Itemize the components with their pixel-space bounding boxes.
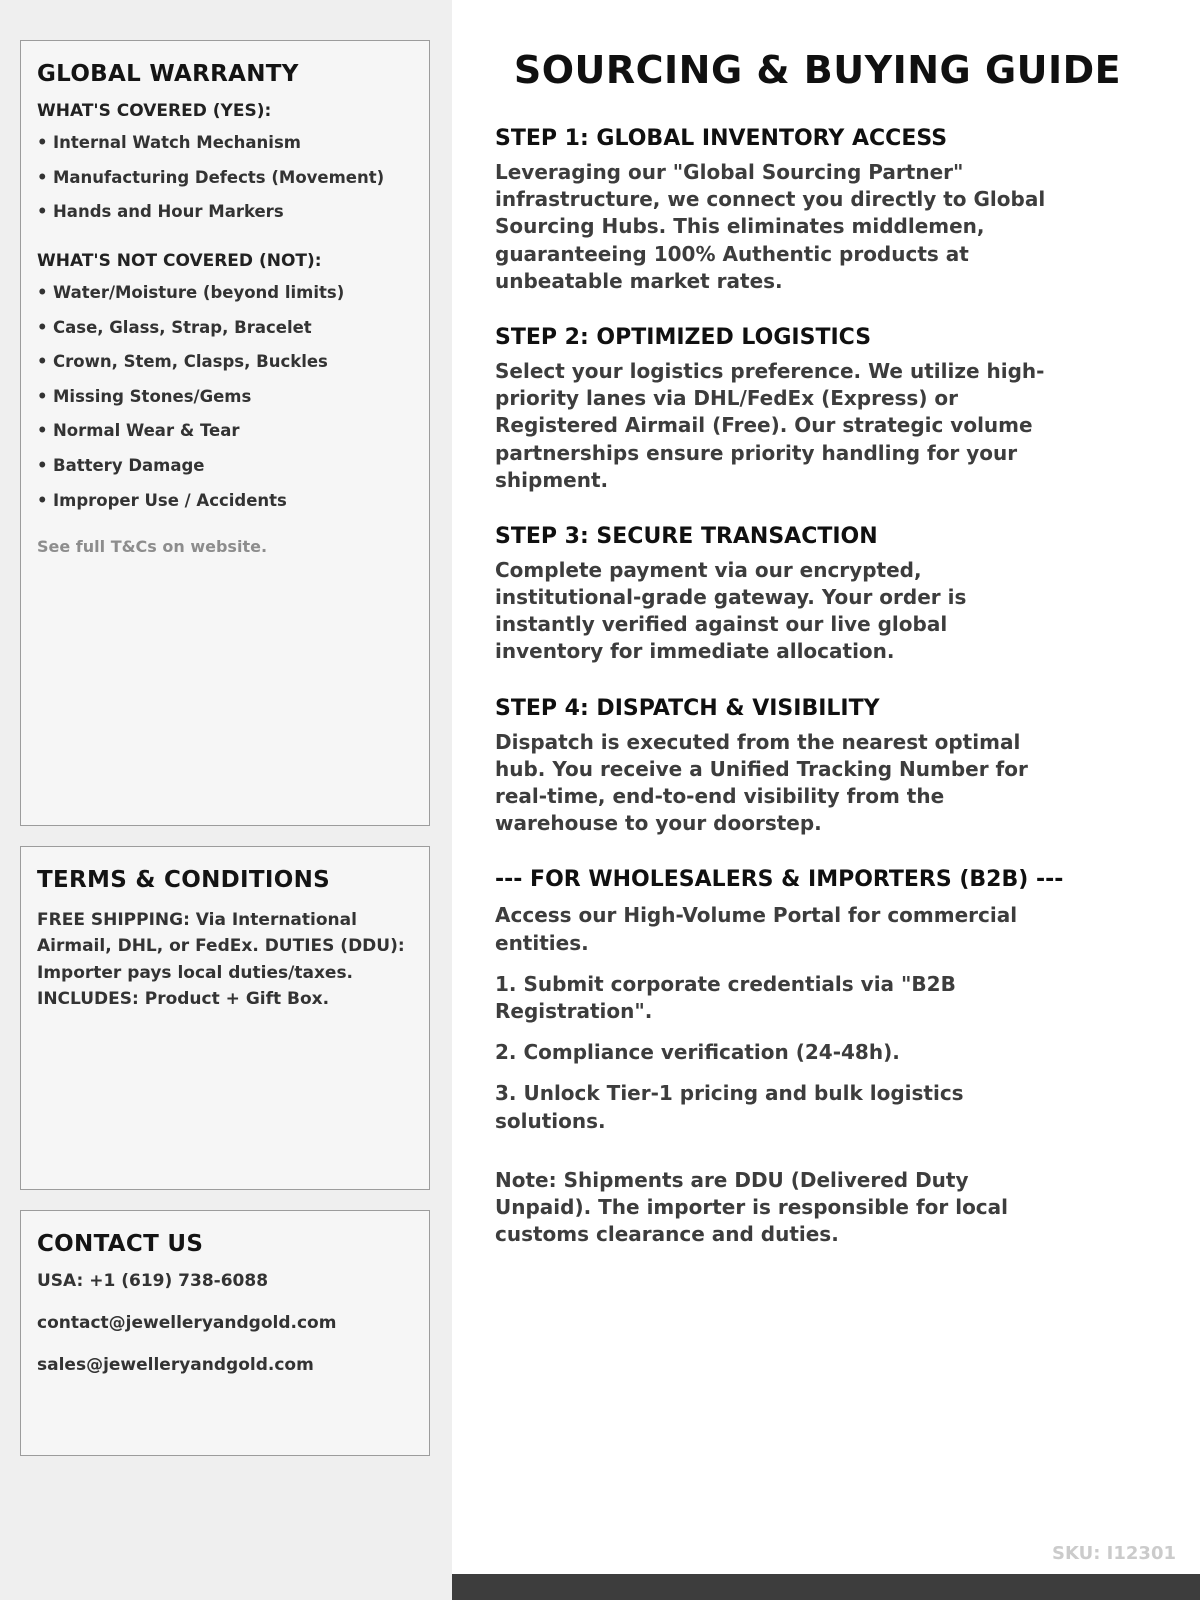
list-item: • Crown, Stem, Clasps, Buckles (37, 352, 413, 373)
page-title: SOURCING & BUYING GUIDE (513, 48, 1122, 92)
b2b-item-3: 3. Unlock Tier-1 pricing and bulk logistics solutions. (495, 1081, 964, 1133)
b2b-item-1: 1. Submit corporate credentials via "B2B Registration". (495, 971, 956, 1023)
b2b-section (495, 867, 1140, 1248)
step-2-body: Select your logistics preference. We utilize high-priority lanes via DHL/FedEx (Express) or Registered Airmail (Free). Our strategic volume partnerships ensure priority handling for your shipment. (495, 358, 1045, 492)
list-item: • Water/Moisture (beyond limits) (37, 283, 413, 304)
contact-email-sales: sales@jewelleryandgold.com (37, 1355, 314, 1375)
list-item: • Hands and Hour Markers (37, 202, 413, 223)
ddu-note: Note: Shipments are DDU (Delivered Duty Unpaid). The importer is responsible for local customs clearance and duties. (495, 1167, 1009, 1247)
b2b-heading: --- FOR WHOLESALERS & IMPORTERS (B2B) --- (495, 867, 1064, 893)
step-1-body: Leveraging our "Global Sourcing Partner" infrastructure, we connect you directly to Global Sourcing Hubs. This eliminates middlemen, guaranteeing 100% Authentic products at unbeatable market rates. (495, 160, 1046, 293)
warranty-title: GLOBAL WARRANTY (37, 61, 299, 87)
step-1-heading: STEP 1: GLOBAL INVENTORY ACCESS (495, 126, 948, 151)
list-item: • Manufacturing Defects (Movement) (37, 168, 413, 189)
step-4-section (495, 696, 1140, 838)
b2b-item-2: 2. Compliance verification (24-48h). (495, 1040, 900, 1065)
warranty-footnote: See full T&Cs on website. (37, 537, 268, 557)
warranty-panel (20, 40, 430, 826)
terms-body: FREE SHIPPING: Via International Airmail, DHL, or FedEx. DUTIES (DDU): Importer pays local duties/taxes. INCLUDES: Product + Gift Box. (37, 910, 405, 1010)
list-item: • Battery Damage (37, 456, 413, 477)
terms-panel (20, 846, 430, 1190)
list-item: • Internal Watch Mechanism (37, 133, 413, 154)
list-item: • Normal Wear & Tear (37, 421, 413, 442)
step-3-body: Complete payment via our encrypted, institutional-grade gateway. Your order is instantly verified against our live global inventory for immediate allocation. (495, 557, 967, 664)
sku-label: SKU: I12301 (1052, 1543, 1176, 1564)
list-item: • Case, Glass, Strap, Bracelet (37, 318, 413, 339)
sidebar (0, 0, 452, 1600)
not-covered-heading: WHAT'S NOT COVERED (NOT): (37, 250, 322, 271)
list-item: • Improper Use / Accidents (37, 491, 413, 512)
not-covered-list (37, 283, 413, 511)
main-content (452, 0, 1200, 1600)
step-2-section (495, 325, 1140, 494)
step-1-section (495, 126, 1140, 295)
contact-title: CONTACT US (37, 1231, 204, 1257)
footer-bar (452, 1574, 1200, 1600)
step-2-heading: STEP 2: OPTIMIZED LOGISTICS (495, 324, 872, 350)
step-4-body: Dispatch is executed from the nearest optimal hub. You receive a Unified Tracking Number for real-time, end-to-end visibility from the warehouse to your doorstep. (495, 729, 1028, 836)
contact-email-primary: contact@jewelleryandgold.com (37, 1313, 337, 1333)
contact-phone: USA: +1 (619) 738-6088 (37, 1271, 269, 1291)
step-3-section (495, 524, 1140, 666)
step-4-heading: STEP 4: DISPATCH & VISIBILITY (495, 695, 880, 721)
contact-panel (20, 1210, 430, 1456)
covered-list (37, 133, 413, 223)
terms-title: TERMS & CONDITIONS (37, 867, 330, 893)
list-item: • Missing Stones/Gems (37, 387, 413, 408)
covered-heading: WHAT'S COVERED (YES): (37, 101, 272, 121)
step-3-heading: STEP 3: SECURE TRANSACTION (495, 523, 878, 549)
b2b-intro: Access our High-Volume Portal for commercial entities. (495, 903, 1018, 955)
